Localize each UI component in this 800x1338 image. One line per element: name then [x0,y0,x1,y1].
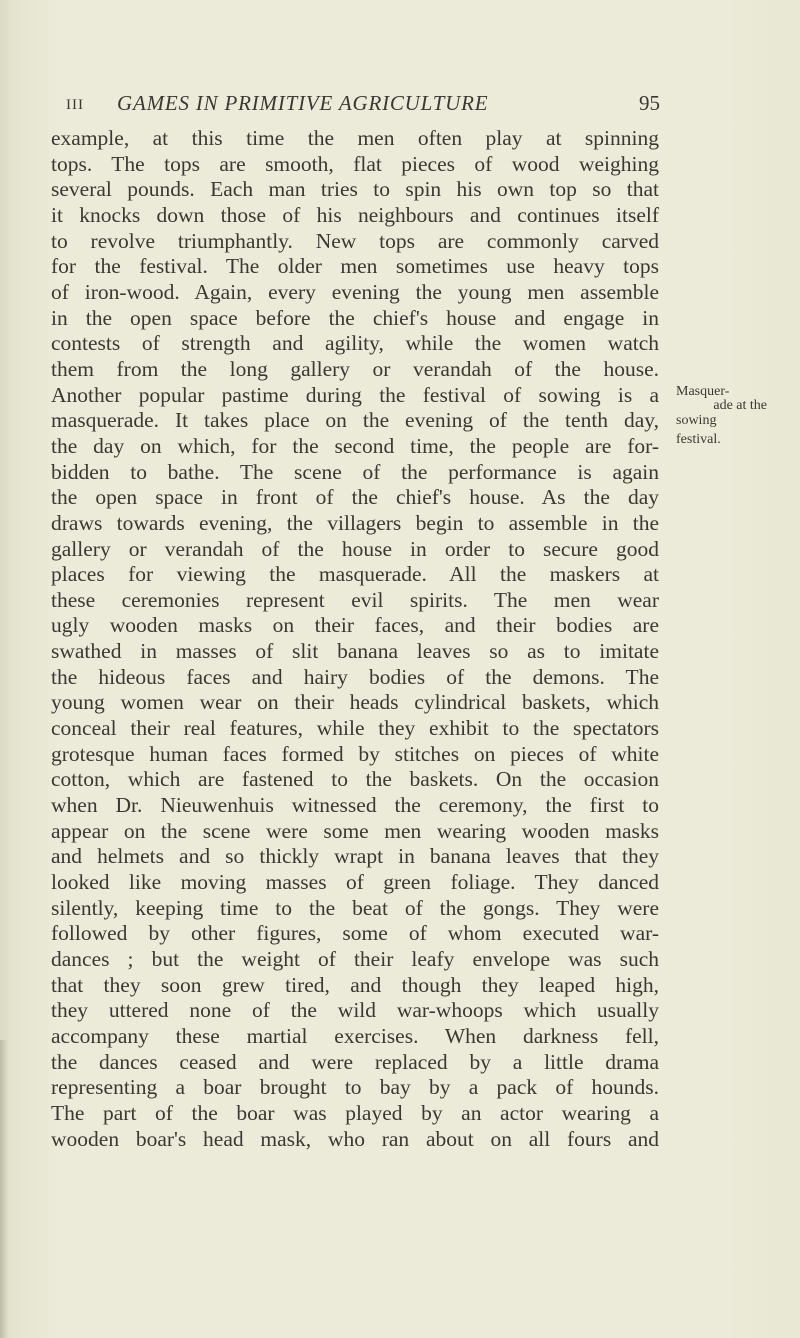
text-line: bidden to bathe. The scene of the performance is again [51,459,659,484]
text-line: and helmets and so thickly wrapt in banana leaves that they [51,844,659,869]
text-line: these ceremonies represent evil spirits. The men wear [51,587,659,612]
marginal-note [676,383,776,448]
text-line: wooden boar's head mask, who ran about on all fours and [51,1126,659,1151]
text-line: of iron-wood. Again, every evening the young men assemble [51,279,659,304]
page-number: 95 [639,91,660,115]
text-line: the open space in front of the chief's house. As the day [51,485,659,510]
text-line: the hideous faces and hairy bodies of the demons. The [51,664,659,689]
text-line: example, at this time the men often play at spinning [51,126,659,150]
marginal-note-line: Masquer- [676,384,730,399]
text-line: them from the long gallery or verandah of the house. [51,356,659,381]
text-line: draws towards evening, the villagers begin to assemble in the [51,510,659,535]
text-line: followed by other figures, some of whom executed war- [51,921,659,946]
text-line: young women wear on their heads cylindrical baskets, which [51,690,659,715]
text-line: appear on the scene were some men wearing wooden masks [51,818,659,843]
text-line: tops. The tops are smooth, flat pieces of wood weighing [51,151,659,176]
running-header [66,91,660,121]
text-line: for the festival. The older men sometimes use heavy tops [51,254,659,279]
body-text [51,126,659,1152]
text-line: looked like moving masses of green foliage. They danced [51,870,659,895]
text-line: several pounds. Each man tries to spin his own top so that [51,177,659,202]
text-line: they uttered none of the wild war-whoops which usually [51,998,659,1023]
text-line: conceal their real features, while they exhibit to the spectators [51,716,659,741]
text-line: Another popular pastime during the festival of sowing is a [51,382,659,407]
text-line: in the open space before the chief's house and engage in [51,305,659,330]
text-line: silently, keeping time to the beat of the gongs. They were [51,895,659,920]
text-line: it knocks down those of his neighbours and continues itself [51,202,659,227]
text-line: the day on which, for the second time, the people are for- [51,433,659,458]
marginal-note-line: festival. [676,432,721,447]
marginal-note-line: ade at the [713,398,767,413]
text-line: gallery or verandah of the house in order to secure good [51,536,659,561]
text-line: accompany these martial exercises. When darkness fell, [51,1023,659,1048]
text-line: dances ; but the weight of their leafy envelope was such [51,947,659,971]
text-line: places for viewing the masquerade. All the maskers at [51,562,659,587]
running-title: GAMES IN PRIMITIVE AGRICULTURE [117,91,489,115]
text-line: that they soon grew tired, and though they leaped high, [51,972,659,997]
chapter-number: III [66,97,84,113]
text-line: grotesque human faces formed by stitches on pieces of white [51,741,659,766]
marginal-note-line: sowing [676,413,717,428]
text-line: ugly wooden masks on their faces, and their bodies are [51,613,659,638]
text-line: the dances ceased and were replaced by a little drama [51,1049,659,1074]
text-line: The part of the boar was played by an actor wearing a [51,1100,659,1125]
text-line: when Dr. Nieuwenhuis witnessed the ceremony, the first to [51,793,659,818]
gutter-shadow [0,1040,8,1338]
text-line: swathed in masses of slit banana leaves so as to imitate [51,639,659,664]
text-line: cotton, which are fastened to the baskets. On the occasion [51,767,659,792]
text-line: contests of strength and agility, while the women watch [51,331,659,356]
text-line: masquerade. It takes place on the evening of the tenth day, [51,408,659,433]
text-line: to revolve triumphantly. New tops are commonly carved [51,228,659,253]
text-line: representing a boar brought to bay by a pack of hounds. [51,1075,659,1100]
